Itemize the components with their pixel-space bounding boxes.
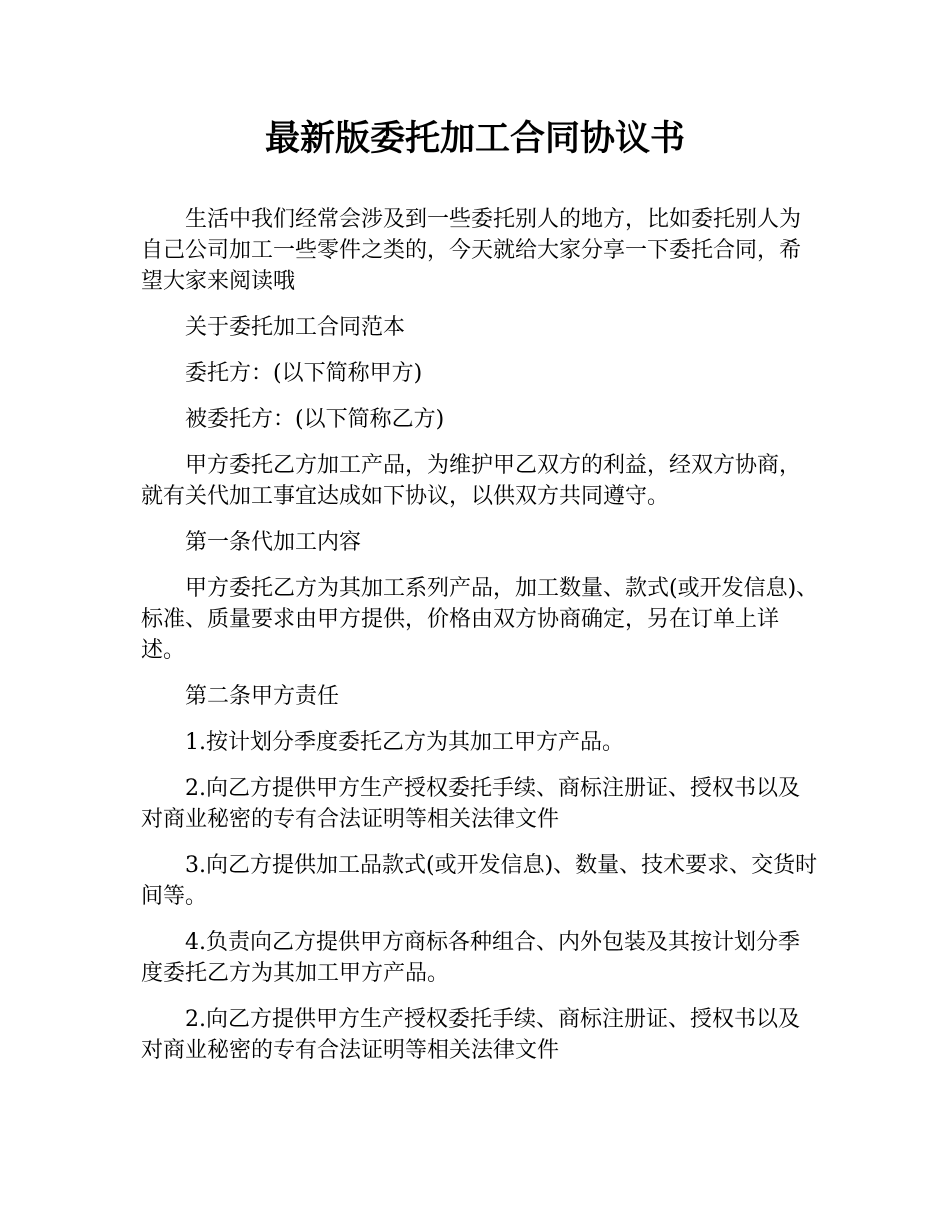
- paragraph-contractor: 被委托方：(以下简称乙方): [185, 407, 445, 432]
- paragraph-heading-template: 关于委托加工合同范本: [185, 315, 406, 340]
- article-1-body: 甲方委托乙方为其加工系列产品，加工数量、款式(或开发信息)、标准、质量要求由甲方提供，价格由双方协商确定，另在订单上详述。: [141, 576, 819, 663]
- article-2-item-4: 4.负责向乙方提供甲方商标各种组合、内外包装及其按计划分季度委托乙方为其加工甲方产品。: [141, 930, 800, 986]
- article-2-item-2-repeat: 2.向乙方提供甲方生产授权委托手续、商标注册证、授权书以及对商业秘密的专有合法证明等相关法律文件: [141, 1007, 800, 1063]
- article-2-item-2: 2.向乙方提供甲方生产授权委托手续、商标注册证、授权书以及对商业秘密的专有合法证明等相关法律文件: [141, 776, 800, 832]
- paragraph-intro: 生活中我们经常会涉及到一些委托别人的地方，比如委托别人为自己公司加工一些零件之类的，今天就给大家分享一下委托合同，希望大家来阅读哦: [141, 207, 802, 294]
- document-title: 最新版委托加工合同协议书: [264, 119, 685, 159]
- article-2-item-3: 3.向乙方提供加工品款式(或开发信息)、数量、技术要求、交货时间等。: [141, 853, 818, 909]
- article-2-heading: 第二条甲方责任: [185, 684, 340, 709]
- article-1-heading: 第一条代加工内容: [185, 530, 362, 555]
- article-2-item-1: 1.按计划分季度委托乙方为其加工甲方产品。: [185, 730, 624, 755]
- paragraph-client: 委托方：(以下简称甲方): [185, 361, 423, 386]
- paragraph-preamble: 甲方委托乙方加工产品，为维护甲乙双方的利益，经双方协商，就有关代加工事宜达成如下协议，以供双方共同遵守。: [141, 453, 802, 509]
- document-body: [141, 204, 821, 1081]
